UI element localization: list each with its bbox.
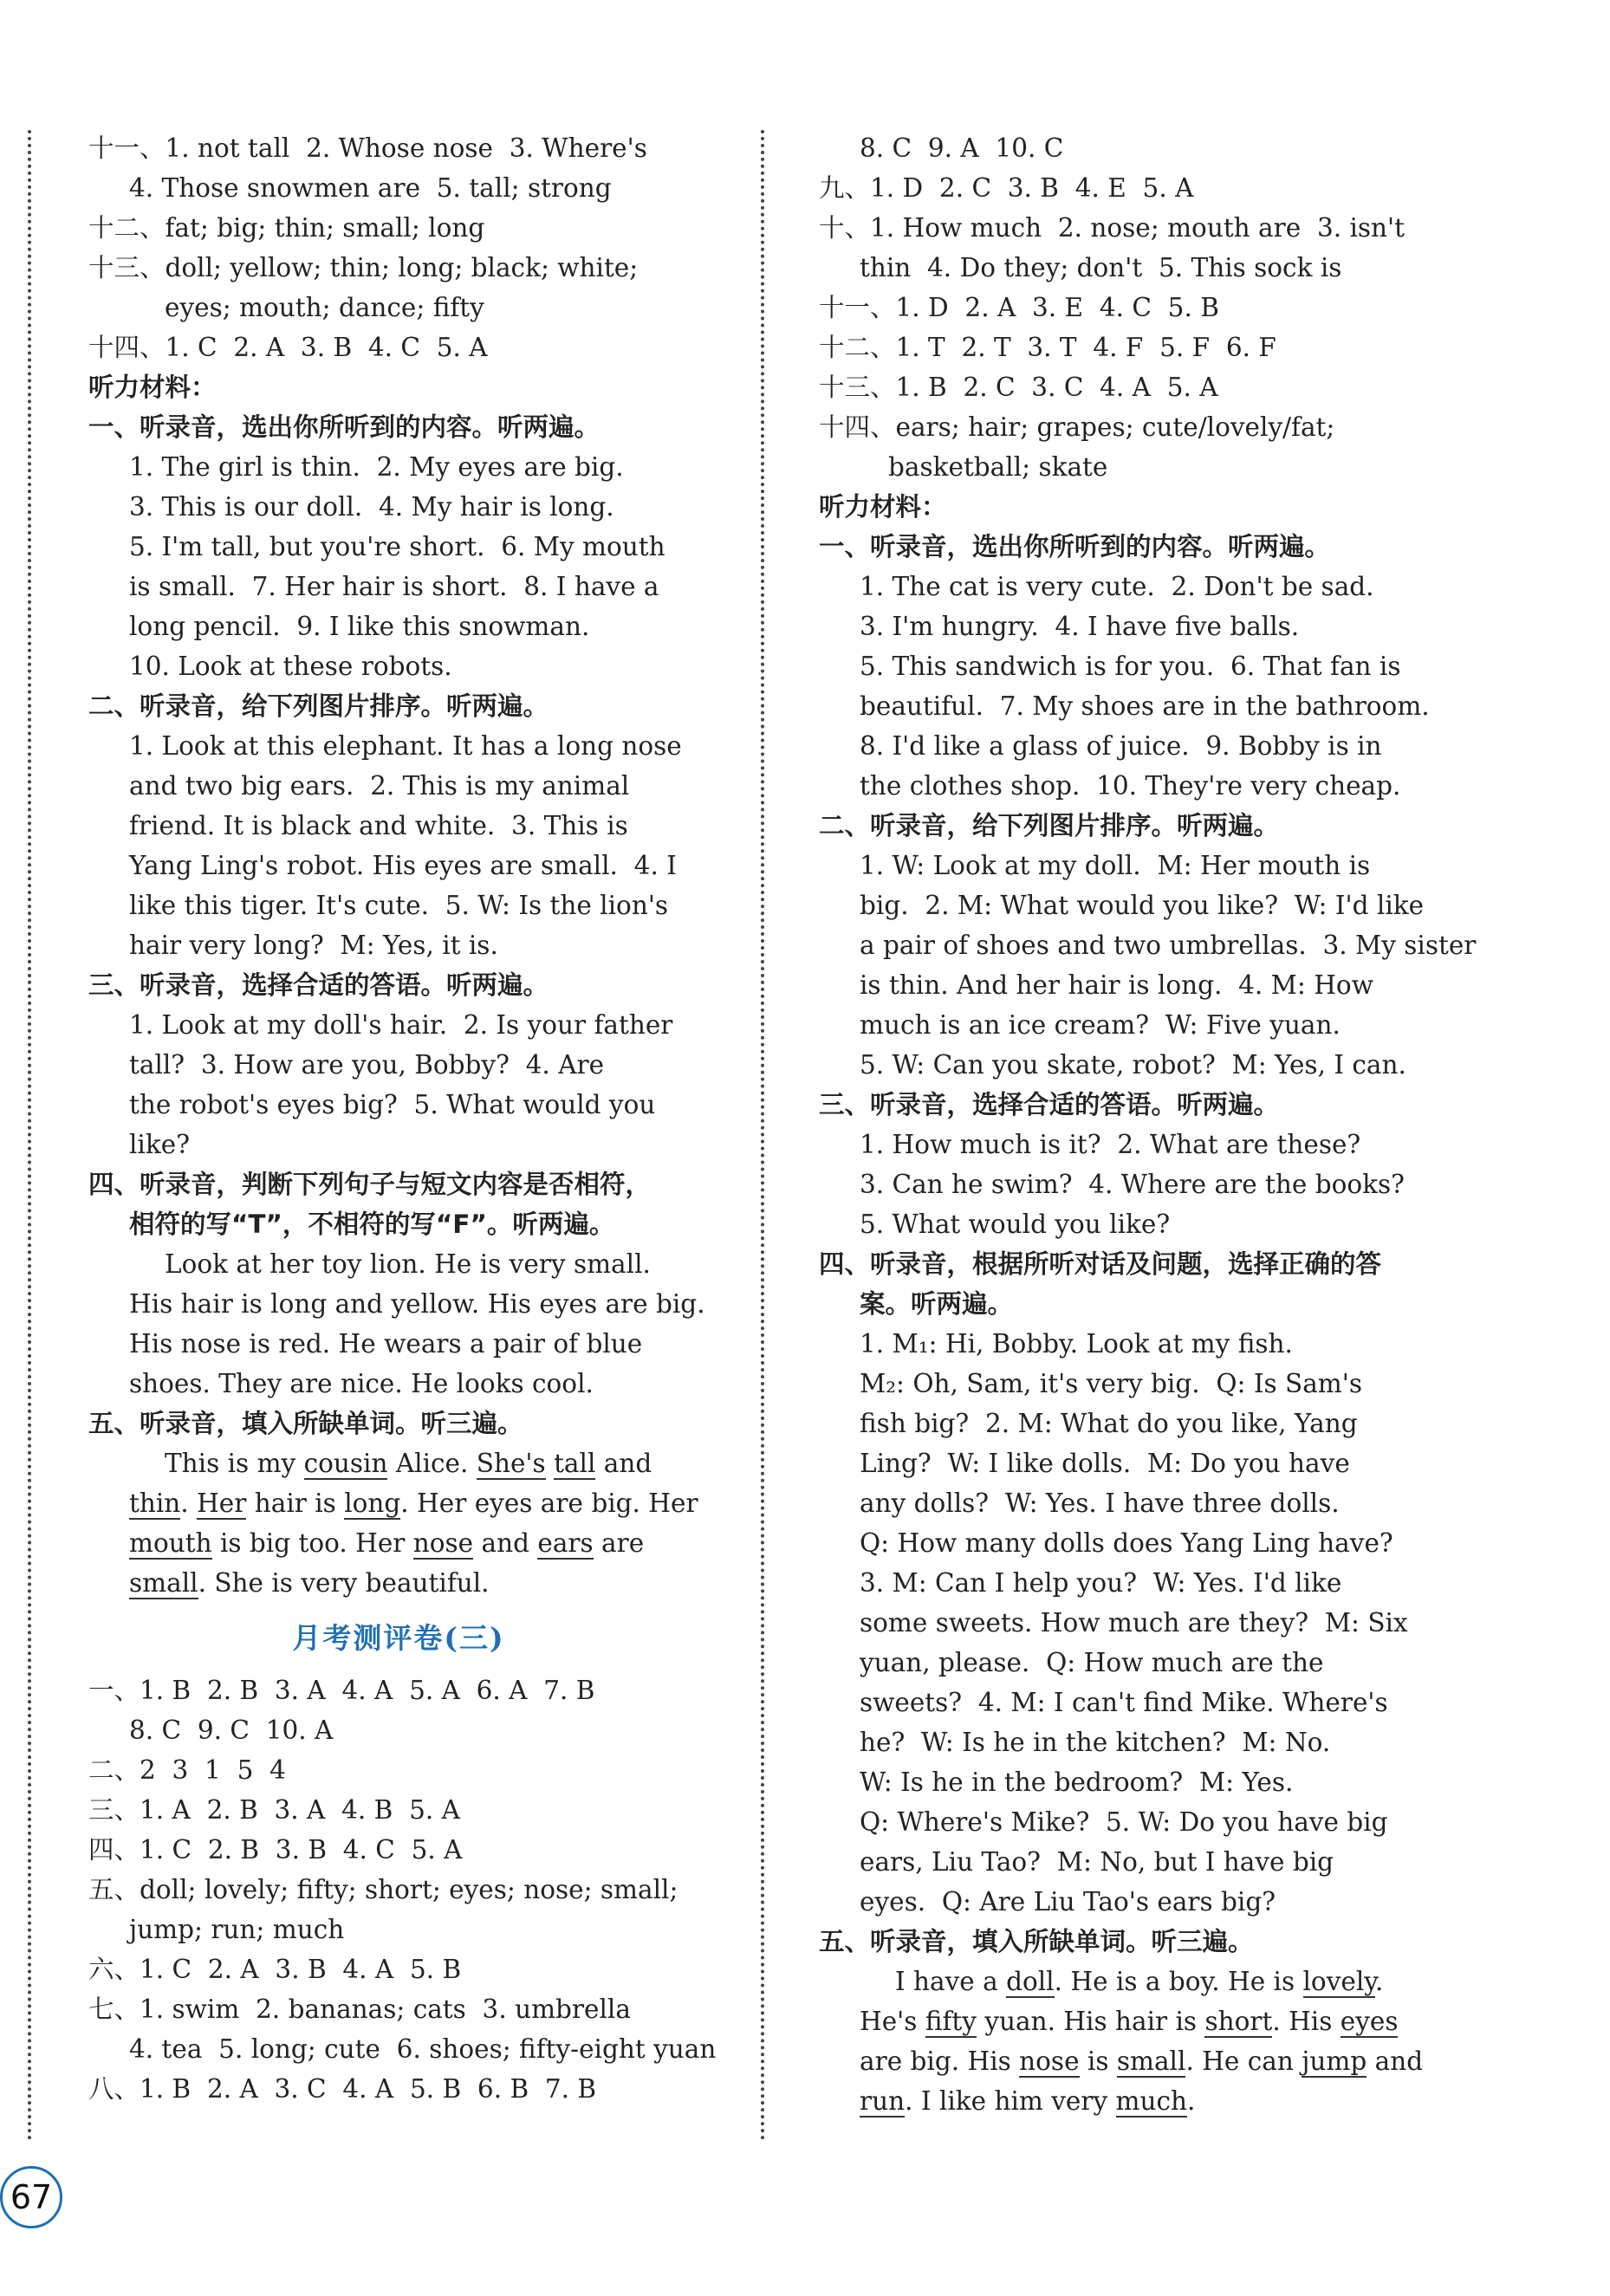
answer-line: 十一、1. not tall 2. Whose nose 3. Where's: [88, 133, 647, 163]
answer-line: 七、1. swim 2. bananas; cats 3. umbrella: [88, 1994, 631, 2024]
answer-line: 十、1. How much 2. nose; mouth are 3. isn't: [819, 213, 1406, 243]
answer-line: 二、2 3 1 5 4: [88, 1755, 286, 1785]
answer-line: 5. I'm tall, but you're short. 6. My mouth: [129, 532, 665, 561]
answer-line: a pair of shoes and two umbrellas. 3. My sister: [860, 931, 1477, 960]
answer-line: some sweets. How much are they? M: Six: [860, 1608, 1408, 1638]
answer-line: 8. I'd like a glass of juice. 9. Bobby is in: [860, 731, 1382, 761]
answer-line: tall? 3. How are you, Bobby? 4. Are: [129, 1050, 605, 1080]
answer-line: long pencil. 9. I like this snowman.: [129, 612, 590, 641]
answer-line: like?: [129, 1130, 191, 1159]
answer-line: His nose is red. He wears a pair of blue: [129, 1329, 643, 1359]
section-heading: 二、听录音，给下列图片排序。听两遍。: [88, 691, 549, 721]
answer-line: 九、1. D 2. C 3. B 4. E 5. A: [819, 173, 1194, 203]
answer-line: friend. It is black and white. 3. This is: [129, 811, 628, 840]
answer-line: 3. Can he swim? 4. Where are the books?: [860, 1170, 1405, 1199]
passage-text: I have a: [895, 1967, 1007, 1996]
section-heading: 三、听录音，选择合适的答语。听两遍。: [819, 1090, 1280, 1119]
passage-text: .: [180, 1489, 198, 1518]
answer-line: sweets? 4. M: I can't find Mike. Where's: [860, 1688, 1388, 1717]
answer-line: W: Is he in the bedroom? M: Yes.: [860, 1767, 1294, 1797]
left-answer-column: [88, 128, 717, 2109]
answer-line: 十四、ears; hair; grapes; cute/lovely/fat;: [819, 412, 1335, 442]
answer-line: 八、1. B 2. A 3. C 4. A 5. B 6. B 7. B: [88, 2074, 597, 2104]
passage-text: . His: [1272, 2007, 1341, 2036]
passage-text: is: [1079, 2046, 1117, 2076]
filled-blank-word: cousin: [303, 1449, 388, 1478]
section-heading: 相符的写“T”，不相符的写“F”。听两遍。: [129, 1210, 615, 1239]
answer-line: eyes. Q: Are Liu Tao's ears big?: [860, 1887, 1276, 1917]
filled-blank-word: small: [1116, 2046, 1186, 2076]
section-heading: 听力材料：: [819, 492, 947, 522]
answer-line: 十四、1. C 2. A 3. B 4. C 5. A: [88, 333, 488, 362]
fill-in-passage-line: [88, 1563, 709, 1603]
section-heading: 一、听录音，选出你所听到的内容。听两遍。: [819, 532, 1331, 561]
left-margin-dotted-rule: [28, 130, 31, 2142]
answer-line: and two big ears. 2. This is my animal: [129, 771, 630, 801]
filled-blank-word: lovely: [1302, 1967, 1376, 1996]
answer-line: Yang Ling's robot. His eyes are small. 4. I: [129, 851, 677, 880]
fill-in-passage-line: [88, 1443, 709, 1483]
answer-line: 十二、fat; big; thin; small; long: [88, 213, 485, 243]
filled-blank-word: small: [129, 1568, 198, 1598]
answer-line: 1. The girl is thin. 2. My eyes are big.: [129, 452, 624, 482]
filled-blank-word: ears: [537, 1528, 594, 1558]
section-heading: 五、听录音，填入所缺单词。听三遍。: [819, 1927, 1254, 1956]
answer-line: 10. Look at these robots.: [129, 652, 452, 681]
passage-text: hair is: [246, 1489, 345, 1518]
filled-blank-word: Her: [197, 1489, 247, 1518]
filled-blank-word: eyes: [1340, 2007, 1399, 2036]
answer-line: M₂: Oh, Sam, it's very big. Q: Is Sam's: [860, 1369, 1363, 1398]
answer-line: His hair is long and yellow. His eyes are big.: [129, 1289, 705, 1319]
answer-line: thin 4. Do they; don't 5. This sock is: [860, 253, 1342, 282]
answer-line: Q: How many dolls does Yang Ling have?: [860, 1528, 1393, 1558]
passage-text: This is my: [165, 1449, 304, 1478]
filled-blank-word: jump: [1302, 2046, 1367, 2076]
passage-text: [546, 1449, 554, 1478]
fill-in-passage-line: [819, 2041, 1441, 2081]
answer-line: any dolls? W: Yes. I have three dolls.: [860, 1489, 1340, 1518]
answer-line: 1. The cat is very cute. 2. Don't be sad.: [860, 572, 1374, 601]
answer-line: 1. Look at this elephant. It has a long nose: [129, 731, 682, 761]
answer-line: 1. Look at my doll's hair. 2. Is your father: [129, 1010, 673, 1040]
fill-in-passage-line: [819, 1962, 1441, 2001]
answer-line: 一、1. B 2. B 3. A 4. A 5. A 6. A 7. B: [88, 1676, 595, 1705]
passage-text: and: [473, 1528, 538, 1558]
answer-line: eyes; mouth; dance; fifty: [165, 293, 484, 322]
answer-line: 1. W: Look at my doll. M: Her mouth is: [860, 851, 1371, 880]
passage-text: .: [1375, 1967, 1384, 1996]
answer-line: 十一、1. D 2. A 3. E 4. C 5. B: [819, 293, 1219, 322]
section-heading: 听力材料：: [88, 373, 217, 402]
answer-line: 3. I'm hungry. 4. I have five balls.: [860, 612, 1300, 641]
answer-line: hair very long? M: Yes, it is.: [129, 931, 498, 960]
passage-text: . He is a boy. He is: [1054, 1967, 1303, 1996]
right-answer-column: [819, 128, 1477, 2121]
answer-line: the clothes shop. 10. They're very cheap.: [860, 771, 1401, 801]
answer-line: much is an ice cream? W: Five yuan.: [860, 1010, 1341, 1040]
answer-line: he? W: Is he in the kitchen? M: No.: [860, 1728, 1331, 1757]
answer-line: 3. M: Can I help you? W: Yes. I'd like: [860, 1568, 1342, 1598]
answer-line: 三、1. A 2. B 3. A 4. B 5. A: [88, 1795, 460, 1825]
answer-line: 十二、1. T 2. T 3. T 4. F 5. F 6. F: [819, 333, 1276, 362]
answer-line: 五、doll; lovely; fifty; short; eyes; nose; small;: [88, 1875, 678, 1904]
answer-line: yuan, please. Q: How much are the: [860, 1648, 1324, 1677]
passage-text: . Her eyes are big. Her: [400, 1489, 698, 1518]
fill-in-passage-line: [819, 2081, 1441, 2121]
answer-line: 3. This is our doll. 4. My hair is long.: [129, 492, 614, 522]
answer-line: is thin. And her hair is long. 4. M: How: [860, 970, 1373, 1000]
passage-text: is big too. Her: [211, 1528, 413, 1558]
answer-line: shoes. They are nice. He looks cool.: [129, 1369, 594, 1398]
answer-line: 4. tea 5. long; cute 6. shoes; fifty-eight yuan: [129, 2034, 717, 2064]
answer-line: the robot's eyes big? 5. What would you: [129, 1090, 656, 1119]
answer-line: 5. W: Can you skate, robot? M: Yes, I can.: [860, 1050, 1406, 1080]
answer-line: 十三、1. B 2. C 3. C 4. A 5. A: [819, 373, 1218, 402]
section-heading: 四、听录音，判断下列句子与短文内容是否相符，: [88, 1170, 652, 1199]
section-heading: 二、听录音，给下列图片排序。听两遍。: [819, 811, 1280, 840]
filled-blank-word: short: [1204, 2007, 1273, 2036]
answer-line: fish big? 2. M: What do you like, Yang: [860, 1409, 1358, 1438]
passage-text: . I like him very: [905, 2086, 1116, 2116]
answer-line: Look at her toy lion. He is very small.: [165, 1249, 651, 1279]
passage-text: are big. His: [860, 2046, 1020, 2076]
answer-line: is small. 7. Her hair is short. 8. I have a: [129, 572, 659, 601]
answer-line: 5. This sandwich is for you. 6. That fan is: [860, 652, 1401, 681]
filled-blank-word: run: [860, 2086, 906, 2116]
passage-text: are: [593, 1528, 645, 1558]
fill-in-passage-line: [88, 1483, 709, 1523]
passage-text: and: [595, 1449, 652, 1478]
passage-text: Alice.: [387, 1449, 477, 1478]
filled-blank-word: much: [1115, 2086, 1188, 2116]
filled-blank-word: She's: [476, 1449, 546, 1478]
test-title: 月考测评卷(三): [292, 1621, 505, 1655]
filled-blank-word: mouth: [129, 1528, 212, 1558]
filled-blank-word: thin: [129, 1489, 181, 1518]
filled-blank-word: long: [344, 1489, 401, 1518]
section-heading: 四、听录音，根据所听对话及问题，选择正确的答: [819, 1249, 1382, 1279]
section-heading: 一、听录音，选出你所听到的内容。听两遍。: [88, 412, 601, 442]
section-heading: 案。听两遍。: [860, 1289, 1014, 1319]
passage-text: . He can: [1185, 2046, 1302, 2076]
answer-line: Ling? W: I like dolls. M: Do you have: [860, 1449, 1350, 1478]
answer-line: 8. C 9. C 10. A: [129, 1716, 334, 1745]
section-heading: 三、听录音，选择合适的答语。听两遍。: [88, 970, 549, 1000]
page-number: 67: [0, 2166, 62, 2228]
passage-text: yuan. His hair is: [976, 2007, 1205, 2036]
filled-blank-word: fifty: [925, 2007, 977, 2036]
answer-line: beautiful. 7. My shoes are in the bathroom.: [860, 691, 1430, 721]
answer-line: 十三、doll; yellow; thin; long; black; white;: [88, 253, 639, 282]
filled-blank-word: tall: [554, 1449, 596, 1478]
filled-blank-word: doll: [1006, 1967, 1055, 1996]
filled-blank-word: nose: [412, 1528, 474, 1558]
answer-line: 5. What would you like?: [860, 1210, 1171, 1239]
answer-line: jump; run; much: [129, 1915, 345, 1944]
answer-line: basketball; skate: [888, 452, 1108, 482]
answer-line: 8. C 9. A 10. C: [860, 133, 1064, 163]
fill-in-passage-line: [819, 2001, 1441, 2041]
answer-line: 四、1. C 2. B 3. B 4. C 5. A: [88, 1835, 463, 1865]
center-dotted-divider: [761, 130, 764, 2142]
answer-line: big. 2. M: What would you like? W: I'd like: [860, 891, 1425, 920]
answer-line: 1. M₁: Hi, Bobby. Look at my fish.: [860, 1329, 1293, 1359]
answer-line: like this tiger. It's cute. 5. W: Is the lion's: [129, 891, 669, 920]
filled-blank-word: nose: [1019, 2046, 1080, 2076]
passage-text: .: [1187, 2086, 1196, 2116]
answer-line: 4. Those snowmen are 5. tall; strong: [129, 173, 612, 203]
fill-in-passage-line: [88, 1523, 709, 1563]
passage-text: and: [1367, 2046, 1424, 2076]
answer-line: ears, Liu Tao? M: No, but I have big: [860, 1847, 1334, 1877]
answer-line: 1. How much is it? 2. What are these?: [860, 1130, 1361, 1159]
passage-text: He's: [860, 2007, 925, 2036]
section-heading: 五、听录音，填入所缺单词。听三遍。: [88, 1409, 523, 1438]
answer-line: Q: Where's Mike? 5. W: Do you have big: [860, 1807, 1388, 1837]
answer-line: 六、1. C 2. A 3. B 4. A 5. B: [88, 1955, 462, 1984]
passage-text: . She is very beautiful.: [198, 1568, 490, 1598]
